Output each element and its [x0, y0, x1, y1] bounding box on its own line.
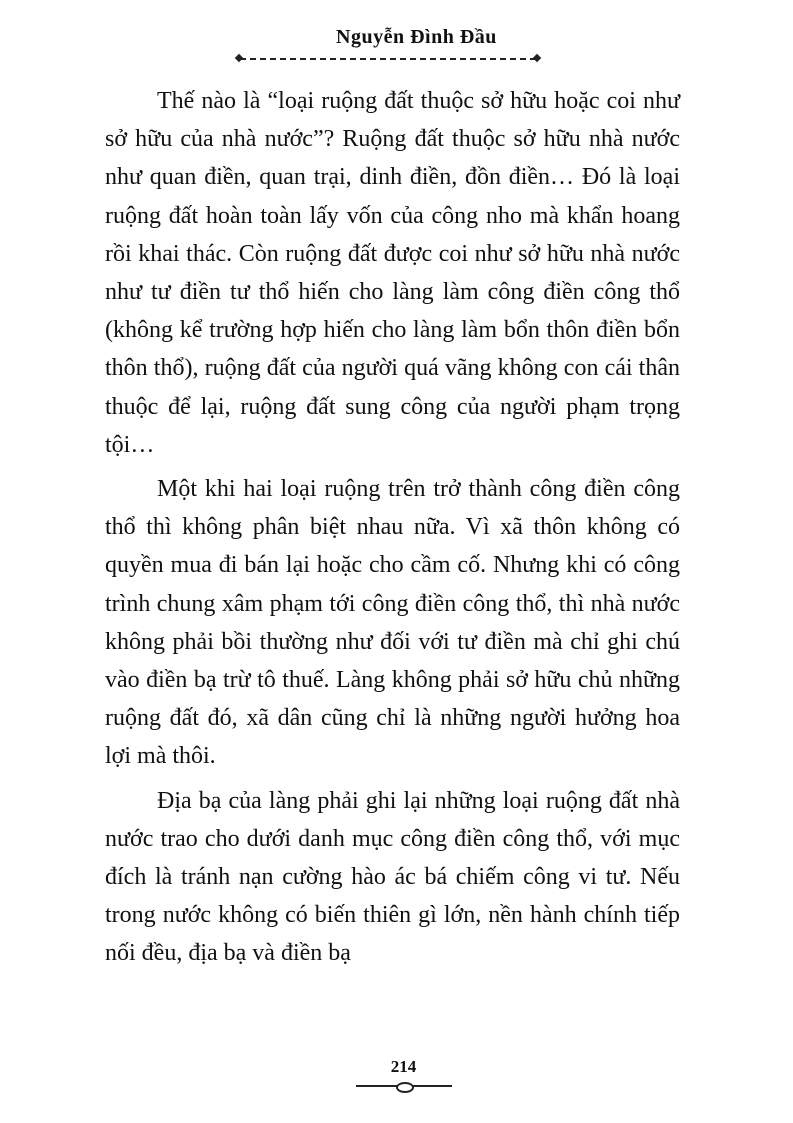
footer-ornament — [356, 1085, 452, 1087]
header-divider — [240, 58, 536, 60]
paragraph-3: Địa bạ của làng phải ghi lại những loại ruộng đất nhà nước trao cho dưới danh mục công điền công thổ, với mục đích là tránh nạn cường hào ác bá chiếm công vi tư. Nếu trong nước không có biến thiên gì lớn, nền hành chính tiếp nối đều, địa bạ và điền bạ — [105, 787, 680, 967]
page-footer — [0, 1057, 793, 1077]
paragraph-1: Thế nào là “loại ruộng đất thuộc sở hữu hoặc coi như sở hữu của nhà nước”? Ruộng đất thuộc sở hữu nhà nước như quan điền, quan trại, dinh điền, đồn điền… Đó là loại ruộng đất hoàn toàn lấy vốn của công nho mà khẩn hoang rồi khai thác. Còn ruộng đất được coi như sở hữu nhà nước như tư điền tư thổ hiến cho làng làm công điền công thổ (không kể trường hợp hiến cho làng làm bổn thôn điền bổn thôn thổ), ruộng đất của người quá vãng không con cái thân thuộc để lại, ruộng đất sung công của người phạm trọng tội… — [105, 88, 680, 458]
author-name: Nguyễn Đình Đầu — [336, 26, 497, 48]
paragraph-2: Một khi hai loại ruộng trên trở thành công điền công thổ thì không phân biệt nhau nữa. Vì xã thôn không có quyền mua đi bán lại hoặc cho cầm cố. Nhưng khi có công trình chung xâm phạm tới công điền công thổ, thì nhà nước không phải bồi thường như đối với tư điền mà chỉ ghi chú vào điền bạ trừ tô thuế. Làng không phải sở hữu chủ những ruộng đất đó, xã dân cũng chỉ là những người hưởng hoa lợi mà thôi. — [105, 476, 680, 770]
page-body — [105, 82, 680, 973]
page-number: 214 — [390, 1057, 417, 1076]
running-header — [0, 26, 793, 49]
